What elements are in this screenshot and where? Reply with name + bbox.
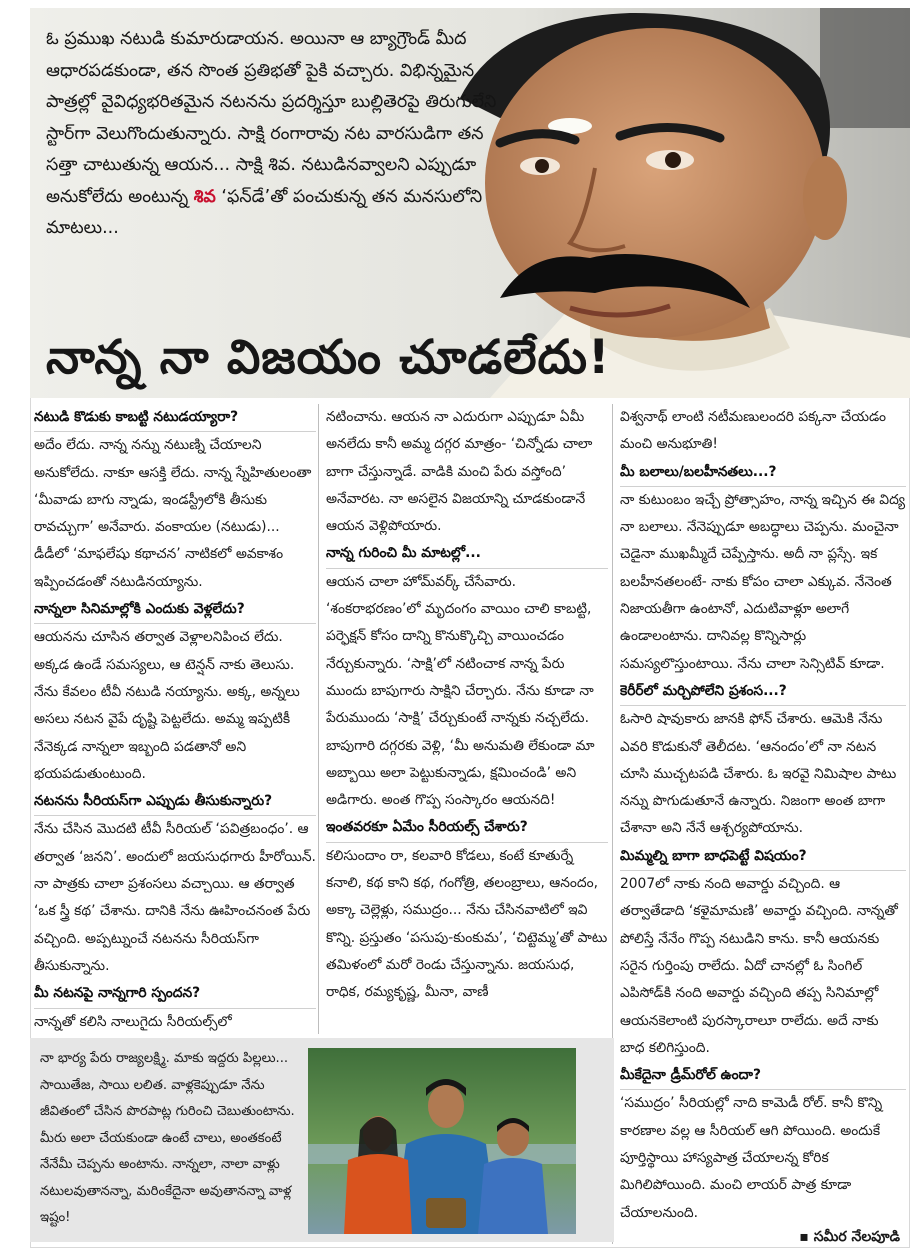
answer: నా కుటుంబం ఇచ్చే ప్రోత్సాహం, నాన్న ఇచ్చిన ఈ విద్య నా బలాలు. నేనెప్పుడూ అబద్ధాలు చెప్పను. మంచైనా చెడైనా ముఖమ్మీదే చెప్పేస్తాను. అదీ నా ప్లస్సే. ఇక బలహీనతలంటే- నాకు కోపం చాలా ఎక్కువ. నేనెంత నిజాయతీగా ఉంటానో, ఎదుటివాళ్లూ అలాగే ఉండాలంటాను. దానివల్ల కొన్నిసార్లు సమస్యలొస్తుంటాయి. నేను చాలా సెన్సిటివ్ కూడా. <box>620 491 906 672</box>
answer: నాన్నతో కలిసి నాలుగైదు సీరియల్స్‌లో <box>34 1013 232 1030</box>
qa-block <box>34 596 316 788</box>
qa-block <box>34 788 316 980</box>
headline: నాన్న నా విజయం చూడలేదు! <box>46 330 611 385</box>
author-name: సమీర నేలపూడి <box>813 1229 900 1245</box>
qa-block <box>620 678 906 843</box>
answer: నటించాను. ఆయన నా ఎదురుగా ఎప్పుడూ ఏమీ అనలేదు కానీ అమ్మ దగ్గర మాత్రం- ‘చిన్నోడు చాలా బాగా చేస్తున్నాడే. వాడికి మంచి పేరు వస్తోంది’ అనేవారట. నా అసలైన విజయాన్ని చూడకుండానే ఆయన వెళ్లిపోయారు. <box>326 409 593 535</box>
family-caption: నా భార్య పేరు రాజ్యలక్ష్మి. మాకు ఇద్దరు పిల్లలు... సాయితేజ, సాయి లలిత. వాళ్లకెప్పుడూ నేను జీవితంలో చేసిన పొరపాట్ల గురించి చెబుతుంటాను. మీరు అలా చేయకుండా ఉంటే చాలు, అంతకంటే నేనేమీ చెప్పను అంటాను. నాన్నలా, నాలా వాళ్లు నటులవుతానన్నా, మరింకేదైనా అవుతానన్నా వాళ్ల ఇష్టం! <box>40 1051 295 1225</box>
family-photo <box>308 1048 576 1234</box>
answer: నేను చేసిన మొదటి టీవీ సీరియల్ ‘పవిత్రబంధం’. ఆ తర్వాత ‘జనని’. అందులో జయసుధగారు హీరోయిన్. నా పాత్రకు చాలా ప్రశంసలు వచ్చాయి. ఆ తర్వాత ‘ఒక స్త్రీ కథ’ చేశాను. దానికి నేను ఊహించనంత పేరు వచ్చింది. అప్పట్నుంచే నటనను సీరియస్‌గా తీసుకున్నాను. <box>34 821 316 974</box>
intro-highlight-name: శివ <box>193 186 216 207</box>
question: నటనను సీరియస్‌గా ఎప్పుడు తీసుకున్నారు? <box>34 788 316 816</box>
question: మీ బలాలు/బలహీనతలు...? <box>620 459 906 487</box>
byline: ▪ సమీర నేలపూడి <box>799 1229 900 1245</box>
qa-block <box>620 404 906 459</box>
question: కెరీర్‌లో మర్చిపోలేని ప్రశంస...? <box>620 678 906 706</box>
qa-block <box>326 540 608 814</box>
question: మిమ్మల్ని బాగా బాధపెట్టే విషయం? <box>620 843 906 871</box>
answer: అదేం లేదు. నాన్న నన్ను నటుణ్ని చేయాలని అనుకోలేదు. నాకూ ఆసక్తి లేదు. నాన్న స్నేహితులంతా ‘మీవాడు బాగు న్నాడు, ఇండస్ట్రీలోకి తీసుకు రావచ్చుగా’ అనేవారు. వంకాయల (నటుడు)... డీడీలో ‘మాఫలేషు కథాచన’ నాటికలో అవకాశం ఇప్పించడంతో నటుడినయ్యాను. <box>34 437 312 590</box>
article-column-3 <box>620 404 906 1254</box>
answer: కలిసుందాం రా, కలవారి కోడలు, కంటే కూతుర్నే కనాలి, కథ కాని కథ, గంగోత్రి, తలంబ్రాలు, ఆనందం, అక్కా చెల్లెళ్లు, సముద్రం... నేను చేసినవాటిలో ఇవి కొన్ని. ప్రస్తుతం ‘పసుపు-కుంకుమ’, ‘చిట్టెమ్మ’తో పాటు తమిళంలో మరో రెండు చేస్తున్నాను. జయసుధ, రాధిక, రమ్యకృష్ణ, మీనా, వాణీ <box>326 847 608 1001</box>
intro-text-before: ఓ ప్రముఖ నటుడి కుమారుడాయన. అయినా ఆ బ్యాగ్రౌండ్ మీద ఆధారపడకుండా, తన సొంత ప్రతిభతో పైకి వచ్చారు. విభిన్నమైన పాత్రల్లో వైవిధ్యభరితమైన నటనను ప్రదర్శిస్తూ బుల్లితెరపై తిరుగులేని స్టార్‌గా వెలుగొందుతున్నారు. సాక్షి రంగారావు నట వారసుడిగా తన సత్తా చాటుతున్న ఆయన... సాక్షి శివ. నటుడినవ్వాలని ఎప్పుడూ అనుకోలేదు అంటున్న <box>46 29 497 207</box>
article-column-2 <box>326 404 608 1044</box>
intro-paragraph <box>46 24 516 245</box>
family-box <box>30 1038 614 1242</box>
question: ఇంతవరకూ ఏమేం సీరియల్స్ చేశారు? <box>326 814 608 842</box>
qa-block <box>326 814 608 1006</box>
qa-block <box>34 980 316 1034</box>
question: మీ నటనపై నాన్నగారి స్పందన? <box>34 980 316 1008</box>
qa-block <box>34 404 316 596</box>
answer: ఓసారి షావుకారు జానకి ఫోన్ చేశారు. ఆమెకి నేను ఎవరి కొడుకునో తెలీదట. ‘ఆనందం’లో నా నటన చూసి ముచ్చటపడి చేశారు. ఓ ఇరవై నిమిషాల పాటు నన్ను పొగుడుతూనే ఉన్నారు. నిజంగా అంత బాగా చేశానా అని నేనే ఆశ్చర్యపోయాను. <box>620 711 897 837</box>
question: నటుడి కొడుకు కాబట్టి నటుడయ్యారా? <box>34 404 316 432</box>
answer: విశ్వనాథ్ లాంటి నటీమణులందరి పక్కనా చేయడం మంచి అనుభూతి! <box>620 409 886 453</box>
qa-block <box>620 843 906 1062</box>
qa-block <box>326 404 608 540</box>
intro-text-after: ‘ఫన్‌డే’తో పంచుకున్న తన మనసులోని మాటలు... <box>46 186 483 238</box>
question: మీకేదైనా డ్రీమ్‌రోల్ ఉందా? <box>620 1062 906 1090</box>
article-column-1 <box>34 404 316 1034</box>
column-divider-1 <box>318 404 319 1034</box>
answer: ఆయన చాలా హోమ్‌వర్క్ చేసేవారు. ‘శంకరాభరణం’లో మృదంగం వాయిం చాలి కాబట్టి, పర్ఫెక్షన్ కోసం దాన్ని కొనుక్కొచ్చి వాయించడం నేర్చుకున్నారు. ‘సాక్షి’లో నటించాక నాన్న పేరు ముందు బాపుగారు సాక్షిని చేర్చారు. నేను కూడా నా పేరుముందు ‘సాక్షి’ చేర్చుకుంటే నాన్నకు నచ్చలేదు. బాపుగారి దగ్గరకు వెళ్లి, ‘మీ అనుమతి లేకుండా మా అబ్బాయి అలా పెట్టుకున్నాడు, క్షమించండి’ అని అడిగారు. అంత గొప్ప సంస్కారం ఆయనది! <box>326 573 595 809</box>
hero-section <box>30 8 910 398</box>
qa-block <box>620 459 906 678</box>
answer: ‘సముద్రం’ సీరియల్లో నాది కామెడీ రోల్. కానీ కొన్ని కారణాల వల్ల ఆ సీరియల్ ఆగి పోయింది. అందుకే పూర్తిస్థాయి హాస్యపాత్ర చేయాలన్న కోరిక మిగిలిపోయింది. మంచి లాయర్ పాత్ర కూడా చేయాలనుంది. <box>620 1095 883 1221</box>
qa-block <box>620 1062 906 1227</box>
answer: 2007లో నాకు నంది అవార్డు వచ్చింది. ఆ తర్వాతేడాది ‘కళైమామణి’ అవార్డు వచ్చింది. నాన్నతో పోలిస్తే నేనేం గొప్ప నటుడిని కాను. కానీ ఆయనకు సరైన గుర్తింపు రాలేదు. ఏదో చానల్లో ఓ సింగిల్ ఎపిసోడ్‌కి నంది అవార్డు వచ్చింది తప్ప సినిమాల్లో ఆయనకెలాంటి పురస్కారాలూ రాలేదు. అదే నాకు బాధ కలిగిస్తుంది. <box>620 876 898 1056</box>
question: నాన్న గురించి మీ మాటల్లో... <box>326 540 608 568</box>
answer: ఆయనను చూసిన తర్వాత వెళ్లాలనిపించ లేదు. అక్కడ ఉండే సమస్యలు, ఆ టెన్షన్ నాకు తెలుసు. నేను కేవలం టీవీ నటుడి నయ్యాను. అక్క, అన్నలు అసలు నటన వైపే దృష్టి పెట్టలేదు. అమ్మ ఇప్పటికీ నేనెక్కడ నాన్నలా ఇబ్బంది పడతానో అని భయపడుతుంటుంది. <box>34 629 300 782</box>
question: నాన్నలా సినిమాల్లోకి ఎందుకు వెళ్లలేదు? <box>34 596 316 624</box>
